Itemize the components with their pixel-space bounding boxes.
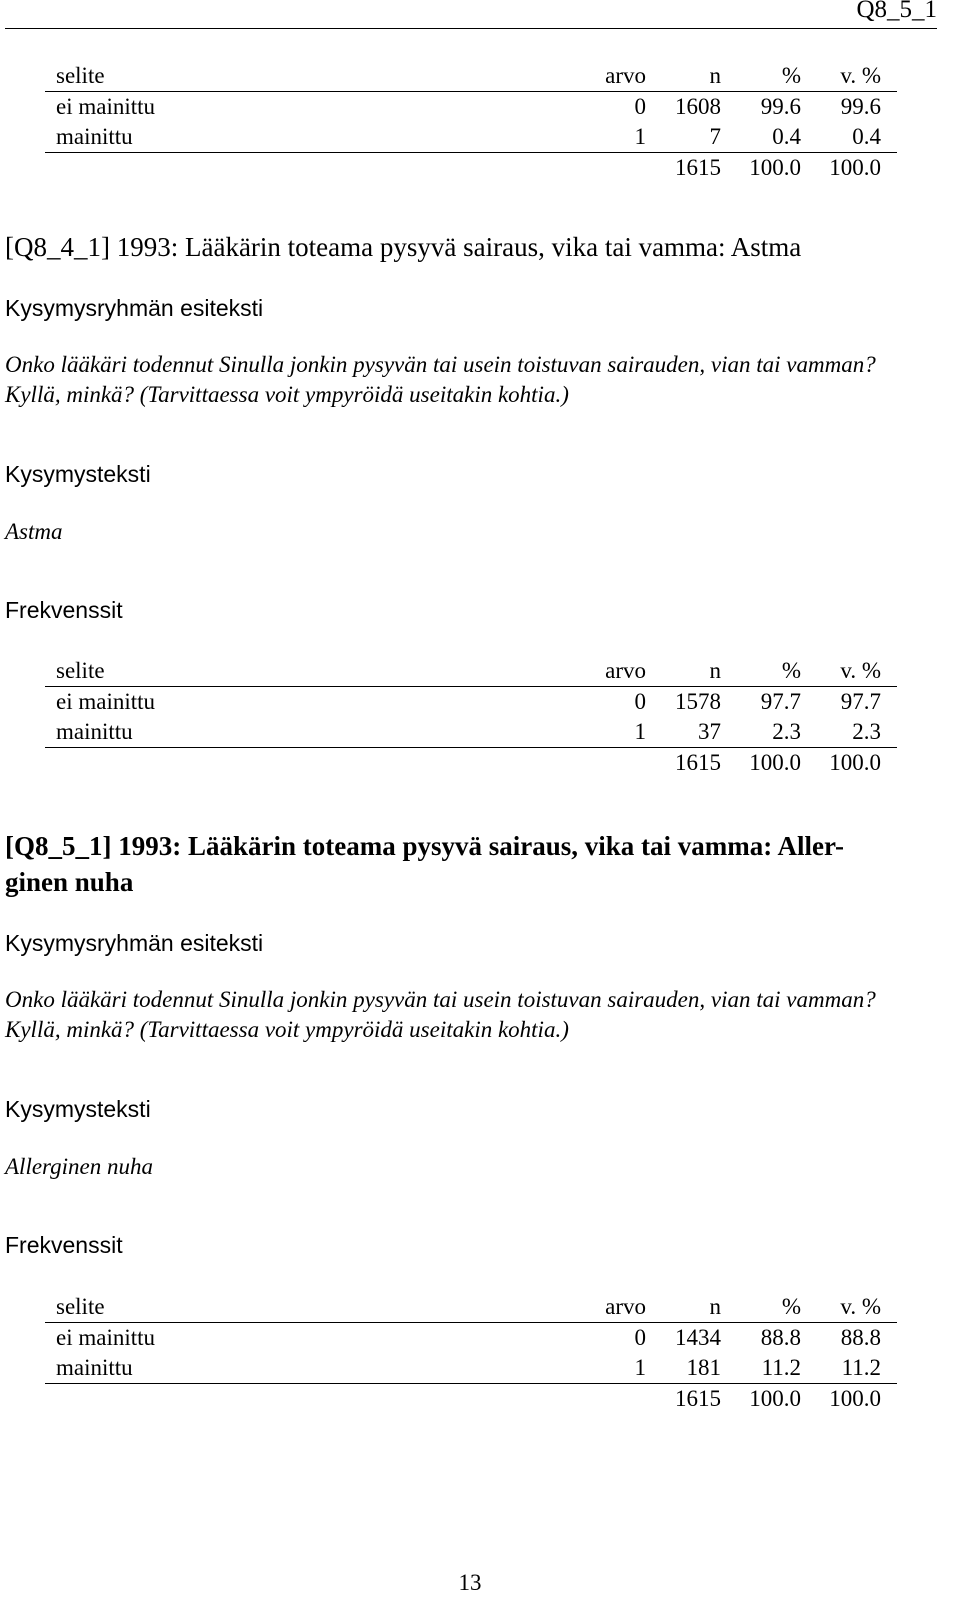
table-row	[45, 717, 897, 748]
column-header-valid-percent: v. %	[801, 61, 881, 92]
row-label: mainittu	[45, 717, 596, 748]
row-valid-percent: 88.8	[840, 1325, 881, 1350]
group-text-heading: Kysymysryhmän esiteksti	[5, 930, 264, 956]
row-percent: 2.3	[721, 717, 801, 748]
total-valid-percent: 100.0	[829, 155, 881, 180]
question-text-heading: Kysymysteksti	[5, 461, 151, 487]
row-value: 0	[634, 1325, 646, 1350]
row-percent: 99.6	[760, 94, 801, 119]
table-header-row	[45, 1292, 897, 1323]
frequency-table	[45, 1292, 897, 1414]
row-value: 0	[634, 94, 646, 119]
row-valid-percent: 2.3	[801, 717, 881, 748]
row-count: 7	[646, 122, 721, 153]
total-count: 1615	[675, 750, 721, 775]
total-valid-percent: 100.0	[829, 750, 881, 775]
row-percent: 11.2	[721, 1353, 801, 1384]
question-text-heading: Kysymysteksti	[5, 1096, 151, 1122]
row-count: 1578	[675, 689, 721, 714]
table-total-row	[45, 748, 897, 779]
row-count: 37	[646, 717, 721, 748]
row-count: 1608	[675, 94, 721, 119]
total-count: 1615	[675, 1386, 721, 1411]
column-header-n: n	[646, 656, 721, 687]
column-header-arvo: arvo	[596, 61, 646, 92]
column-header-valid-percent: v. %	[801, 1292, 881, 1323]
row-label: mainittu	[45, 1353, 596, 1384]
row-percent: 97.7	[760, 689, 801, 714]
row-percent: 88.8	[760, 1325, 801, 1350]
table-header-row	[45, 656, 897, 687]
question-text: Allerginen nuha	[5, 1154, 153, 1179]
frequency-table	[45, 61, 897, 183]
frequency-table	[45, 656, 897, 778]
question-text: Astma	[5, 519, 63, 544]
row-valid-percent: 11.2	[801, 1353, 881, 1384]
row-value: 1	[596, 1353, 646, 1384]
group-text-line-2: Kyllä, minkä? (Tarvittaessa voit ympyröidä useitakin kohtia.)	[5, 382, 569, 407]
total-percent: 100.0	[749, 1386, 801, 1411]
table-row	[45, 687, 897, 718]
total-valid-percent: 100.0	[829, 1386, 881, 1411]
table-total-row	[45, 1384, 897, 1415]
page-number: 13	[458, 1570, 482, 1595]
total-count: 1615	[675, 155, 721, 180]
row-label: ei mainittu	[56, 1325, 156, 1350]
row-label: ei mainittu	[56, 94, 156, 119]
group-text-line-1: Onko lääkäri todennut Sinulla jonkin pysyvän tai usein toistuvan sairauden, vian tai vamman?	[5, 352, 876, 377]
group-text-line-2: Kyllä, minkä? (Tarvittaessa voit ympyröidä useitakin kohtia.)	[5, 1017, 569, 1042]
group-text-heading: Kysymysryhmän esiteksti	[5, 295, 264, 321]
column-header-arvo: arvo	[596, 656, 646, 687]
frequencies-heading: Frekvenssit	[5, 1232, 123, 1258]
row-percent: 0.4	[721, 122, 801, 153]
table-row	[45, 1353, 897, 1384]
column-header-percent: %	[721, 656, 801, 687]
row-value: 1	[596, 717, 646, 748]
row-value: 1	[596, 122, 646, 153]
running-header	[5, 0, 937, 29]
column-header-percent: %	[721, 61, 801, 92]
section-title-q8-4-1: [Q8_4_1] 1993: Lääkärin toteama pysyvä sairaus, vika tai vamma: Astma	[5, 232, 802, 262]
column-header-selite: selite	[45, 656, 596, 687]
table-row	[45, 122, 897, 153]
row-label: mainittu	[45, 122, 596, 153]
row-valid-percent: 0.4	[801, 122, 881, 153]
row-valid-percent: 97.7	[840, 689, 881, 714]
column-header-selite: selite	[45, 1292, 596, 1323]
column-header-percent: %	[721, 1292, 801, 1323]
row-count: 1434	[675, 1325, 721, 1350]
column-header-arvo: arvo	[596, 1292, 646, 1323]
header-variable-code: Q8_5_1	[856, 0, 937, 23]
total-percent: 100.0	[749, 155, 801, 180]
row-valid-percent: 99.6	[840, 94, 881, 119]
row-label: ei mainittu	[56, 689, 156, 714]
table-row	[45, 1323, 897, 1354]
section-title-q8-5-1	[5, 828, 935, 900]
row-count: 181	[646, 1353, 721, 1384]
section-title-line-2: ginen nuha	[5, 867, 134, 897]
section-title-line-1: [Q8_5_1] 1993: Lääkärin toteama pysyvä sairaus, vika tai vamma: Aller-	[5, 831, 844, 861]
table-header-row	[45, 61, 897, 92]
table-row	[45, 92, 897, 123]
row-value: 0	[634, 689, 646, 714]
frequencies-heading: Frekvenssit	[5, 597, 123, 623]
column-header-n: n	[646, 1292, 721, 1323]
column-header-n: n	[646, 61, 721, 92]
group-text-line-1: Onko lääkäri todennut Sinulla jonkin pysyvän tai usein toistuvan sairauden, vian tai vamman?	[5, 987, 876, 1012]
table-total-row	[45, 153, 897, 184]
column-header-selite: selite	[45, 61, 596, 92]
column-header-valid-percent: v. %	[801, 656, 881, 687]
total-percent: 100.0	[749, 750, 801, 775]
